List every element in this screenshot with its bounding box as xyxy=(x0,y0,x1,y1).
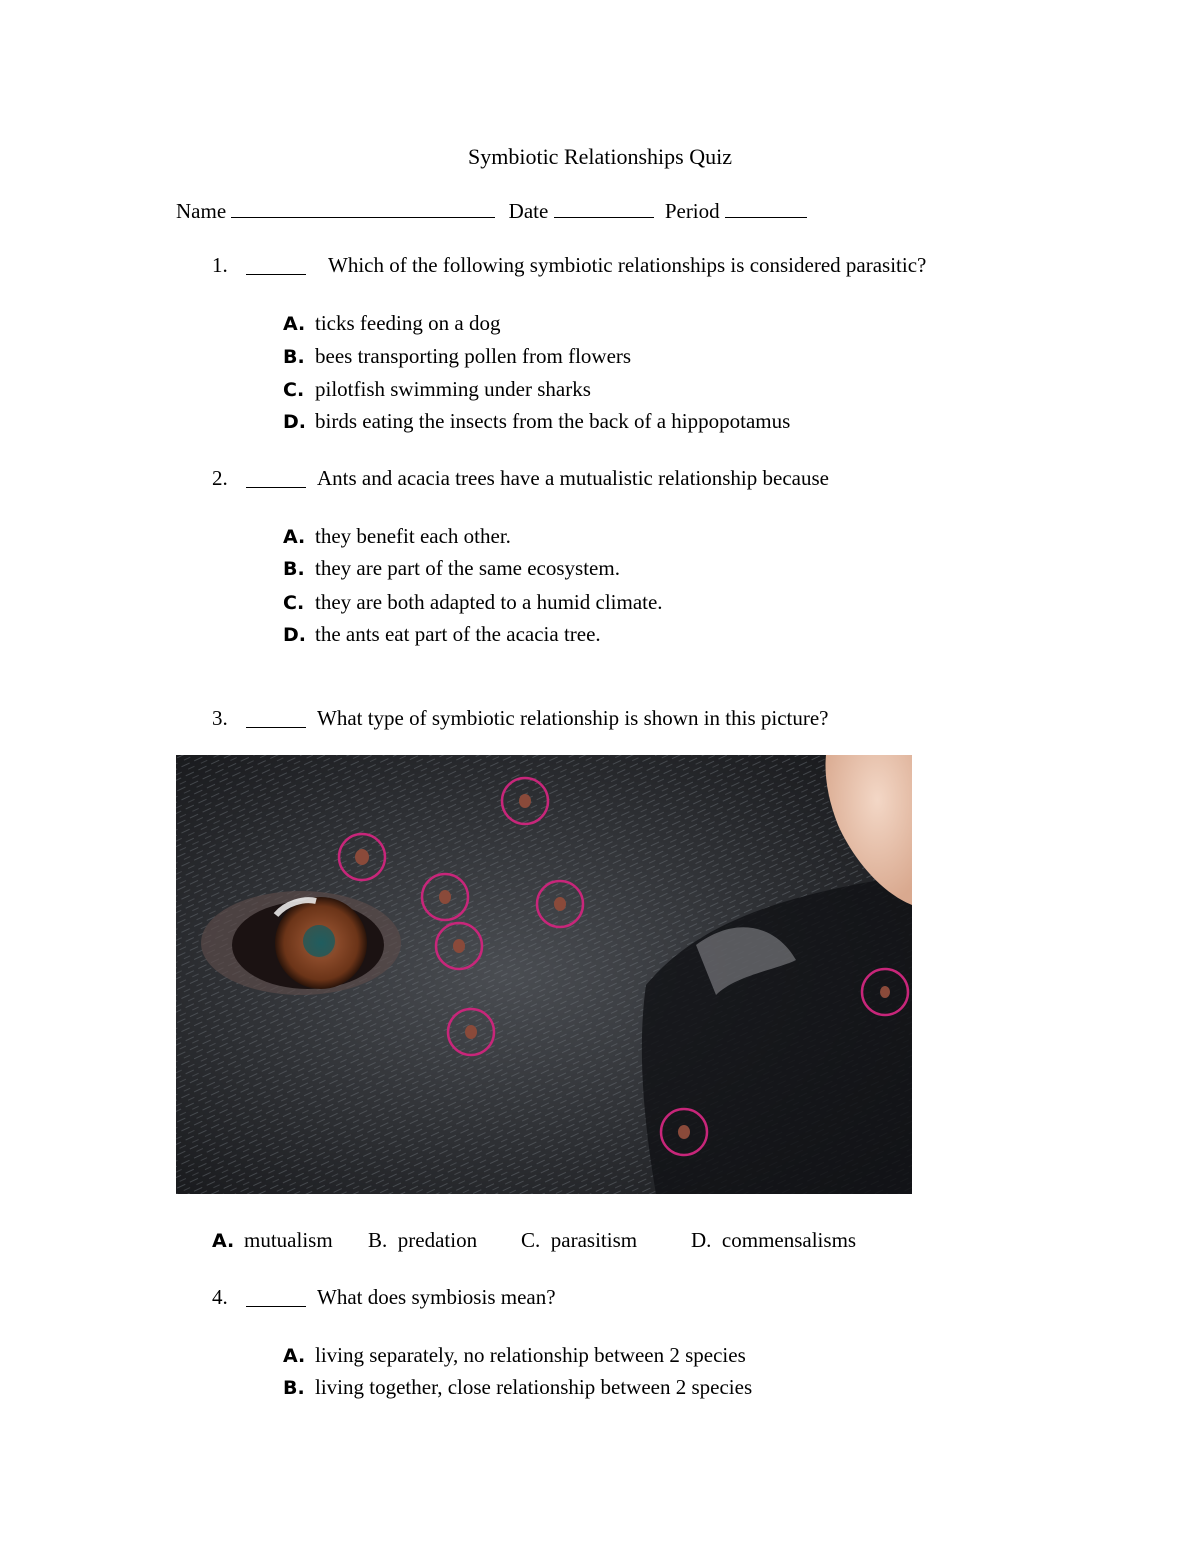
tick xyxy=(519,794,531,808)
q1-option-a xyxy=(283,309,500,338)
q1-option-c xyxy=(283,375,591,404)
tick xyxy=(439,890,451,904)
q4-option-a xyxy=(283,1341,746,1370)
question-4-text: What does symbiosis mean? xyxy=(317,1285,556,1309)
q2-option-d xyxy=(283,620,601,649)
option-letter: A. xyxy=(283,1345,306,1367)
option-letter: A. xyxy=(212,1230,235,1252)
q3-option-a xyxy=(212,1226,333,1255)
q3-option-c xyxy=(521,1226,637,1254)
date-blank[interactable] xyxy=(554,197,654,218)
option-text: living together, close relationship between 2 species xyxy=(315,1375,753,1399)
option-text: living separately, no relationship between 2 species xyxy=(315,1343,746,1367)
tick xyxy=(678,1125,690,1139)
name-label: Name xyxy=(176,199,227,223)
tick xyxy=(554,897,566,911)
question-1-text: Which of the following symbiotic relationships is considered parasitic? xyxy=(328,253,927,277)
option-letter: B. xyxy=(283,346,305,368)
tick xyxy=(465,1025,477,1039)
option-text: predation xyxy=(397,1228,478,1252)
question-3-number: 3. xyxy=(212,706,228,730)
tick xyxy=(355,849,369,865)
question-2-text: Ants and acacia trees have a mutualistic relationship because xyxy=(317,466,829,490)
q2-option-b xyxy=(283,554,620,583)
question-3-answer-blank[interactable] xyxy=(246,707,306,728)
q2-option-c xyxy=(283,588,663,617)
option-letter: A. xyxy=(283,313,306,335)
option-letter: D. xyxy=(691,1228,712,1252)
dog-ticks-photo xyxy=(176,755,912,1194)
option-text: commensalisms xyxy=(721,1228,857,1252)
option-text: parasitism xyxy=(550,1228,638,1252)
option-letter: C. xyxy=(283,379,305,401)
date-label: Date xyxy=(508,199,549,223)
option-text: mutualism xyxy=(244,1228,333,1252)
option-text: birds eating the insects from the back of a hippopotamus xyxy=(315,409,791,433)
q1-option-b xyxy=(283,342,631,371)
option-letter: B. xyxy=(283,1377,305,1399)
period-label: Period xyxy=(664,199,720,223)
question-4-answer-blank[interactable] xyxy=(246,1286,306,1307)
option-text: they benefit each other. xyxy=(315,524,511,548)
option-letter: D. xyxy=(283,411,306,433)
option-letter: B. xyxy=(283,558,305,580)
name-blank[interactable] xyxy=(231,197,495,218)
tick xyxy=(880,986,890,998)
question-3-text: What type of symbiotic relationship is shown in this picture? xyxy=(317,706,829,730)
question-2-answer-blank[interactable] xyxy=(246,467,306,488)
question-2-number: 2. xyxy=(212,466,228,490)
period-blank[interactable] xyxy=(725,197,807,218)
option-text: they are part of the same ecosystem. xyxy=(315,556,620,580)
q3-option-b xyxy=(368,1226,477,1254)
option-letter: D. xyxy=(283,624,306,646)
option-text: bees transporting pollen from flowers xyxy=(315,344,632,368)
option-letter: B. xyxy=(368,1228,388,1252)
option-text: pilotfish swimming under sharks xyxy=(315,377,591,401)
option-letter: C. xyxy=(283,592,305,614)
header-line xyxy=(176,197,807,225)
q4-option-b xyxy=(283,1373,752,1402)
question-1-number: 1. xyxy=(212,253,228,277)
question-1-answer-blank[interactable] xyxy=(246,254,306,275)
page-title: Symbiotic Relationships Quiz xyxy=(468,144,732,169)
option-letter: C. xyxy=(521,1228,541,1252)
eye-pupil-reflection xyxy=(303,925,335,957)
question-4-number: 4. xyxy=(212,1285,228,1309)
option-text: they are both adapted to a humid climate. xyxy=(315,590,663,614)
q3-option-d xyxy=(691,1226,856,1254)
tick xyxy=(453,939,465,953)
q2-option-a xyxy=(283,522,511,551)
option-text: the ants eat part of the acacia tree. xyxy=(315,622,601,646)
q1-option-d xyxy=(283,407,790,436)
option-text: ticks feeding on a dog xyxy=(315,311,501,335)
option-letter: A. xyxy=(283,526,306,548)
